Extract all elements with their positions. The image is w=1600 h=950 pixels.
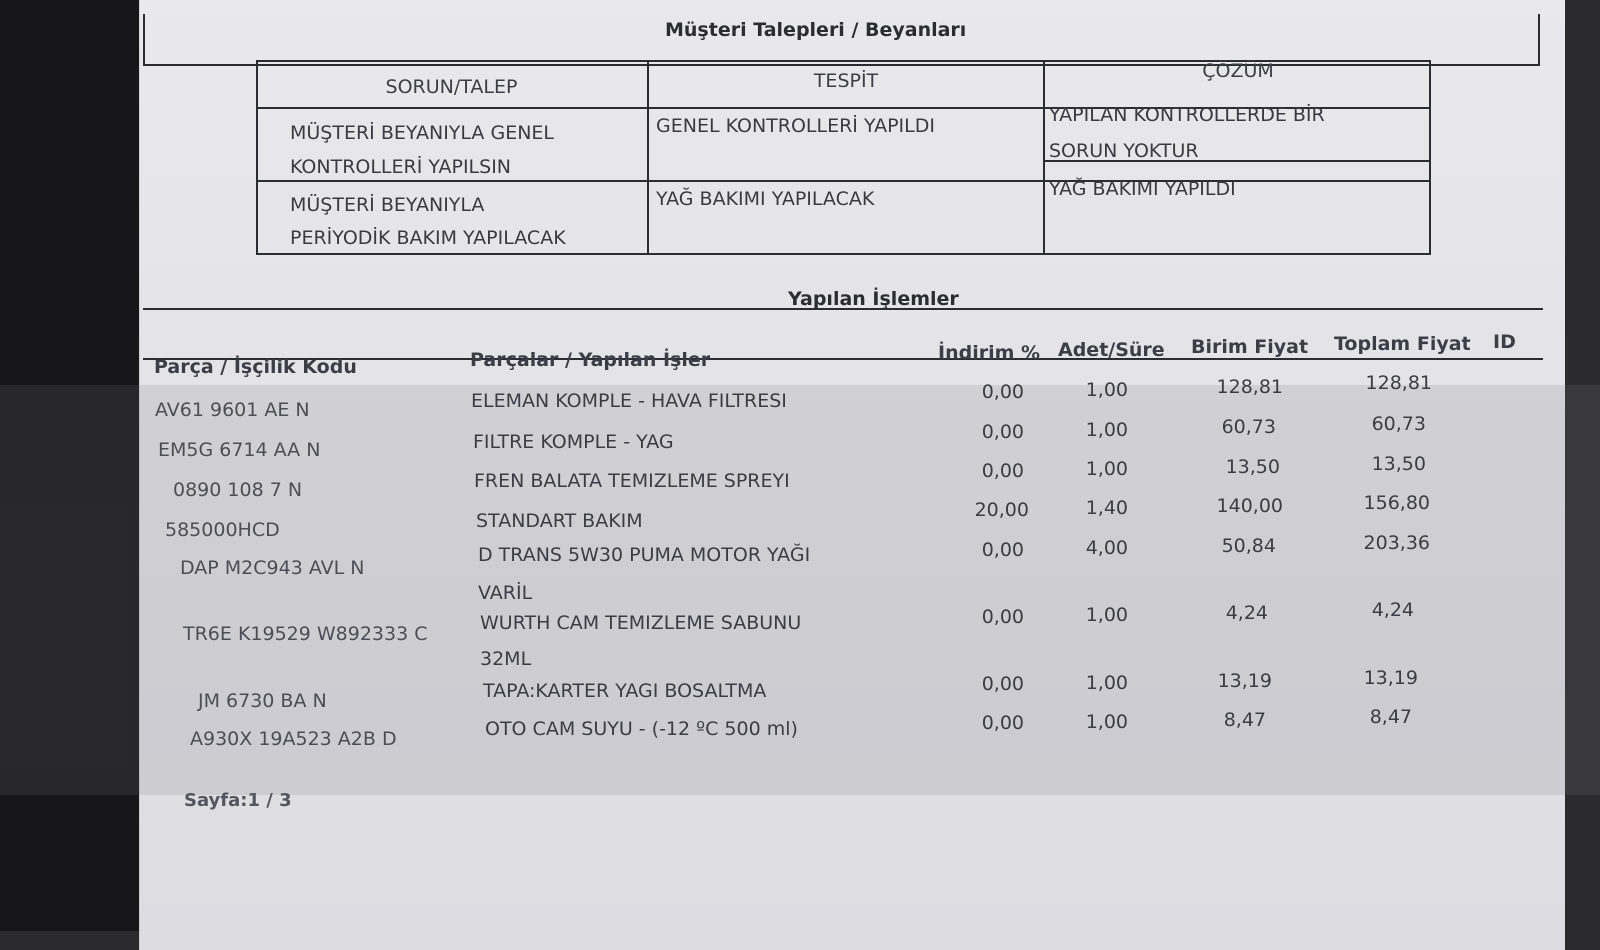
row-discount: 0,00 (981, 539, 1024, 561)
row-unit: 50,84 (1221, 535, 1276, 557)
solution-1-line-1: YAPILAN KONTROLLERDE BİR (1049, 104, 1325, 126)
row-code: EM5G 6714 AA N (158, 439, 321, 461)
row-discount: 0,00 (981, 381, 1024, 403)
issue-2-line-1: MÜŞTERİ BEYANIYLA (290, 194, 485, 216)
row-desc: STANDART BAKIM (476, 510, 643, 532)
row-qty: 1,40 (1085, 497, 1128, 519)
dark-background (0, 0, 140, 931)
row-desc: TAPA:KARTER YAGI BOSALTMA (483, 680, 767, 702)
row-total: 203,36 (1363, 532, 1430, 554)
header-desc: Parçalar / Yapılan İşler (470, 349, 711, 371)
row-discount: 0,00 (981, 606, 1024, 628)
row-total: 8,47 (1369, 706, 1412, 728)
row-total: 13,50 (1371, 453, 1426, 475)
solution-2-line-1: YAĞ BAKIMI YAPILDI (1049, 178, 1236, 200)
row-desc: ELEMAN KOMPLE - HAVA FILTRESI (471, 390, 787, 412)
operations-header-box (143, 308, 1543, 360)
issue-1-line-2: KONTROLLERİ YAPILSIN (290, 156, 512, 178)
row-discount: 0,00 (981, 673, 1024, 695)
header-discount: İndirim % (938, 342, 1041, 364)
customer-requests-title: Müşteri Talepleri / Beyanları (665, 19, 967, 41)
row-total: 156,80 (1363, 492, 1430, 514)
row-code: 0890 108 7 N (173, 479, 303, 501)
solution-1-line-2: SORUN YOKTUR (1049, 140, 1199, 162)
row-unit: 128,81 (1216, 376, 1283, 398)
operations-title: Yapılan İşlemler (788, 288, 959, 310)
row-desc: FREN BALATA TEMIZLEME SPREYI (474, 470, 790, 492)
row-desc-line-2: 32ML (480, 648, 532, 670)
row-discount: 0,00 (981, 421, 1024, 443)
header-unit: Birim Fiyat (1191, 336, 1309, 358)
row-qty: 1,00 (1085, 711, 1128, 733)
row-desc: WURTH CAM TEMIZLEME SABUNU (480, 612, 802, 634)
header-total: Toplam Fiyat (1334, 333, 1471, 355)
row-total: 128,81 (1365, 372, 1432, 394)
row-unit: 13,19 (1217, 670, 1272, 692)
header-solution: ÇÖZÜM (1202, 60, 1274, 82)
row-qty: 4,00 (1085, 537, 1128, 559)
header-finding: TESPİT (813, 70, 879, 92)
row-total: 60,73 (1371, 413, 1426, 435)
row-code: DAP M2C943 AVL N (180, 557, 365, 579)
row-total: 13,19 (1363, 667, 1418, 689)
row-desc: FILTRE KOMPLE - YAG (473, 431, 674, 453)
row-qty: 1,00 (1085, 458, 1128, 480)
row-desc: OTO CAM SUYU - (-12 ºC 500 ml) (485, 718, 798, 740)
row-discount: 0,00 (981, 460, 1024, 482)
row-qty: 1,00 (1085, 604, 1128, 626)
row-discount: 0,00 (981, 712, 1024, 734)
finding-1: GENEL KONTROLLERİ YAPILDI (656, 115, 935, 137)
issue-2-line-2: PERİYODİK BAKIM YAPILACAK (290, 227, 566, 249)
row-code: 585000HCD (165, 519, 280, 541)
row-discount: 20,00 (974, 499, 1029, 521)
row-qty: 1,00 (1085, 379, 1128, 401)
row-qty: 1,00 (1085, 419, 1128, 441)
row-code: A930X 19A523 A2B D (190, 728, 397, 750)
row-unit: 13,50 (1225, 456, 1280, 478)
row-qty: 1,00 (1085, 672, 1128, 694)
finding-2: YAĞ BAKIMI YAPILACAK (656, 188, 875, 210)
issue-1-line-1: MÜŞTERİ BEYANIYLA GENEL (290, 122, 554, 144)
header-qty: Adet/Süre (1058, 339, 1165, 361)
row-desc-line-2: VARİL (478, 582, 533, 604)
header-code: Parça / İşçilik Kodu (154, 356, 357, 378)
row-code: TR6E K19529 W892333 C (183, 623, 428, 645)
row-total: 4,24 (1371, 599, 1414, 621)
row-unit: 4,24 (1225, 602, 1268, 624)
row-code: AV61 9601 AE N (155, 399, 310, 421)
row-code: JM 6730 BA N (198, 690, 327, 712)
row-desc: D TRANS 5W30 PUMA MOTOR YAĞI (478, 544, 811, 566)
header-issue: SORUN/TALEP (385, 76, 518, 98)
page-number: Sayfa:1 / 3 (184, 790, 292, 811)
row-unit: 8,47 (1223, 709, 1266, 731)
row-unit: 60,73 (1221, 416, 1276, 438)
header-id: ID (1493, 331, 1516, 353)
col-divider-2 (1043, 60, 1045, 255)
row-unit: 140,00 (1216, 495, 1283, 517)
